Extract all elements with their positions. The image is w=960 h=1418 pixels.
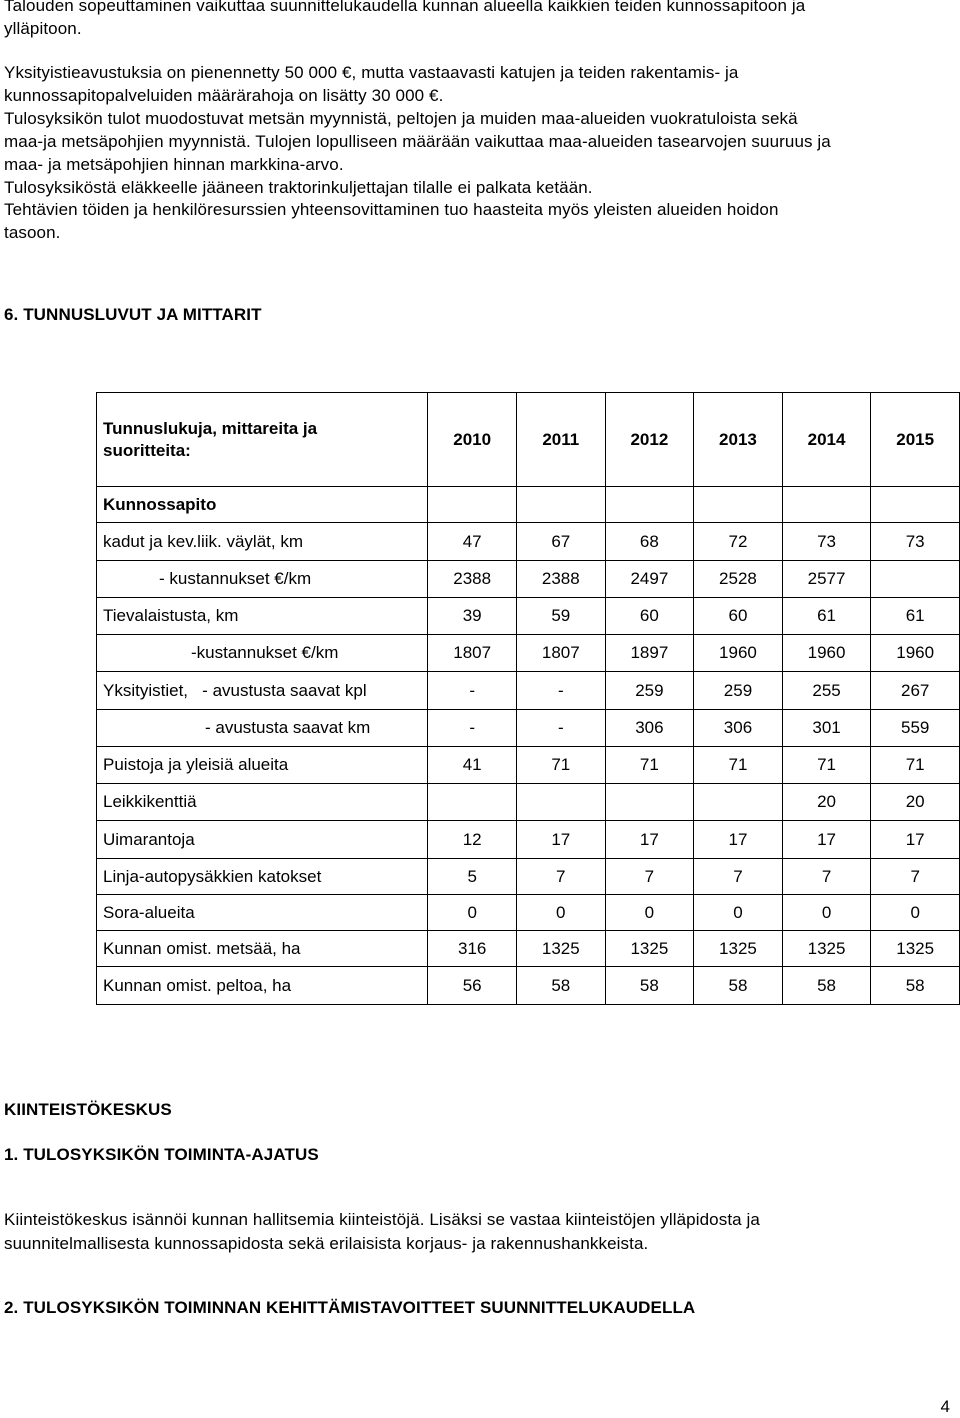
header-year-2012: 2012 bbox=[605, 393, 694, 487]
row-label: Tievalaistusta, km bbox=[97, 598, 428, 635]
row-label: kadut ja kev.liik. väylät, km bbox=[97, 523, 428, 561]
row-value bbox=[694, 784, 783, 821]
row-value: 41 bbox=[428, 747, 517, 784]
row-value: 72 bbox=[694, 523, 783, 561]
row-value: 259 bbox=[605, 672, 694, 710]
row-label: Puistoja ja yleisiä alueita bbox=[97, 747, 428, 784]
row-value: 17 bbox=[605, 821, 694, 859]
row-value: 60 bbox=[605, 598, 694, 635]
row-value: 71 bbox=[516, 747, 605, 784]
kehittamistavoitteet-heading: 2. TULOSYKSIKÖN TOIMINNAN KEHITTÄMISTAVOITTEET SUUNNITTELUKAUDELLA bbox=[4, 1298, 696, 1317]
row-value bbox=[516, 784, 605, 821]
row-value: - bbox=[428, 672, 517, 710]
intro-line-6: maa-ja metsäpohjien myynnistä. Tulojen lopulliseen määrään vaikuttaa maa-alueiden tasearvojen suuruus ja bbox=[4, 132, 831, 151]
table-row bbox=[97, 710, 960, 747]
section-label-kunnossapito: Kunnossapito bbox=[97, 487, 428, 523]
row-label: - kustannukset €/km bbox=[97, 561, 428, 598]
toiminta-ajatus-heading: 1. TULOSYKSIKÖN TOIMINTA-AJATUS bbox=[4, 1145, 319, 1164]
row-value: 73 bbox=[782, 523, 871, 561]
header-label-cell bbox=[97, 393, 428, 487]
row-value: 1325 bbox=[782, 931, 871, 967]
table-row bbox=[97, 672, 960, 710]
header-year-2013: 2013 bbox=[694, 393, 783, 487]
row-value: 17 bbox=[782, 821, 871, 859]
row-value: 0 bbox=[694, 895, 783, 931]
kiinteisto-para-line-2: suunnitelmallisesta kunnossapidosta sekä erilaisista korjaus- ja rakennushankkeista. bbox=[4, 1234, 649, 1253]
table-row bbox=[97, 859, 960, 895]
row-value: 1897 bbox=[605, 635, 694, 672]
indicator-table bbox=[96, 392, 960, 1005]
intro-line-8: Tulosyksiköstä eläkkeelle jääneen traktorinkuljettajan tilalle ei palkata ketään. bbox=[4, 178, 593, 197]
row-value: 17 bbox=[516, 821, 605, 859]
kiinteisto-para-line-1: Kiinteistökeskus isännöi kunnan hallitsemia kiinteistöjä. Lisäksi se vastaa kiinteistöjen ylläpidosta ja bbox=[4, 1210, 760, 1229]
table-row bbox=[97, 821, 960, 859]
table-row bbox=[97, 931, 960, 967]
row-value: 1960 bbox=[782, 635, 871, 672]
table-row bbox=[97, 523, 960, 561]
table-row bbox=[97, 747, 960, 784]
row-label: Uimarantoja bbox=[97, 821, 428, 859]
row-value: 71 bbox=[605, 747, 694, 784]
row-value: 0 bbox=[516, 895, 605, 931]
row-value: 20 bbox=[782, 784, 871, 821]
page-number: 4 bbox=[940, 1397, 950, 1416]
row-value: 316 bbox=[428, 931, 517, 967]
header-year-2014: 2014 bbox=[782, 393, 871, 487]
row-value: 7 bbox=[516, 859, 605, 895]
row-label: Kunnan omist. peltoa, ha bbox=[97, 967, 428, 1005]
row-label: - avustusta saavat km bbox=[97, 710, 428, 747]
row-value: 17 bbox=[871, 821, 960, 859]
row-value bbox=[605, 784, 694, 821]
row-label: Leikkikenttiä bbox=[97, 784, 428, 821]
row-value: 68 bbox=[605, 523, 694, 561]
row-value: 39 bbox=[428, 598, 517, 635]
row-value: 0 bbox=[871, 895, 960, 931]
table-section-row bbox=[97, 487, 960, 523]
table-row bbox=[97, 561, 960, 598]
row-value: 1325 bbox=[605, 931, 694, 967]
header-label-line-2: suoritteita: bbox=[103, 440, 191, 460]
row-value: 1960 bbox=[694, 635, 783, 672]
row-value bbox=[871, 561, 960, 598]
row-value: 559 bbox=[871, 710, 960, 747]
table-row bbox=[97, 635, 960, 672]
row-value: 73 bbox=[871, 523, 960, 561]
row-value: 1960 bbox=[871, 635, 960, 672]
row-value: 7 bbox=[694, 859, 783, 895]
intro-line-10: tasoon. bbox=[4, 223, 61, 242]
row-value: 59 bbox=[516, 598, 605, 635]
row-value: 255 bbox=[782, 672, 871, 710]
row-value: - bbox=[428, 710, 517, 747]
row-value: 1807 bbox=[428, 635, 517, 672]
row-value: 58 bbox=[782, 967, 871, 1005]
table-row bbox=[97, 598, 960, 635]
intro-line-3: Yksityistieavustuksia on pienennetty 50 000 €, mutta vastaavasti katujen ja teiden rakentamis- ja bbox=[4, 63, 739, 82]
kiinteistokeskus-heading: KIINTEISTÖKESKUS bbox=[4, 1100, 172, 1119]
row-value bbox=[428, 784, 517, 821]
row-value: 7 bbox=[782, 859, 871, 895]
row-value: 5 bbox=[428, 859, 517, 895]
intro-line-9: Tehtävien töiden ja henkilöresurssien yhteensovittaminen tuo haasteita myös yleisten alueiden hoidon bbox=[4, 200, 779, 219]
row-value: 71 bbox=[694, 747, 783, 784]
row-value: 17 bbox=[694, 821, 783, 859]
row-value: 2577 bbox=[782, 561, 871, 598]
row-value: 58 bbox=[694, 967, 783, 1005]
row-value: 7 bbox=[871, 859, 960, 895]
row-value: 2388 bbox=[428, 561, 517, 598]
row-value: 58 bbox=[605, 967, 694, 1005]
row-value: 267 bbox=[871, 672, 960, 710]
row-value: 259 bbox=[694, 672, 783, 710]
row-value: 301 bbox=[782, 710, 871, 747]
intro-line-2: ylläpitoon. bbox=[4, 19, 82, 38]
row-value: 306 bbox=[605, 710, 694, 747]
row-value: 20 bbox=[871, 784, 960, 821]
row-value: 67 bbox=[516, 523, 605, 561]
table-row bbox=[97, 967, 960, 1005]
row-value: 12 bbox=[428, 821, 517, 859]
table-row bbox=[97, 895, 960, 931]
row-value: 1325 bbox=[871, 931, 960, 967]
row-label: -kustannukset €/km bbox=[97, 635, 428, 672]
row-value: 61 bbox=[871, 598, 960, 635]
row-value: 1807 bbox=[516, 635, 605, 672]
header-year-2010: 2010 bbox=[428, 393, 517, 487]
row-value: - bbox=[516, 710, 605, 747]
row-value: 0 bbox=[605, 895, 694, 931]
row-value: 58 bbox=[871, 967, 960, 1005]
row-value: 0 bbox=[428, 895, 517, 931]
intro-line-1: Talouden sopeuttaminen vaikuttaa suunnittelukaudella kunnan alueella kaikkien teiden kunnossapitoon ja bbox=[4, 0, 806, 15]
row-value: 1325 bbox=[694, 931, 783, 967]
row-value: 58 bbox=[516, 967, 605, 1005]
row-value: 7 bbox=[605, 859, 694, 895]
row-value: 71 bbox=[871, 747, 960, 784]
row-value: - bbox=[516, 672, 605, 710]
row-value: 71 bbox=[782, 747, 871, 784]
row-value: 2497 bbox=[605, 561, 694, 598]
row-label: Linja-autopysäkkien katokset bbox=[97, 859, 428, 895]
table-row bbox=[97, 784, 960, 821]
row-value: 60 bbox=[694, 598, 783, 635]
row-value: 2528 bbox=[694, 561, 783, 598]
header-label-line-1: Tunnuslukuja, mittareita ja bbox=[103, 418, 318, 438]
row-label: Sora-alueita bbox=[97, 895, 428, 931]
intro-line-5: Tulosyksikön tulot muodostuvat metsän myynnistä, peltojen ja muiden maa-alueiden vuokratuloista sekä bbox=[4, 109, 798, 128]
row-value: 47 bbox=[428, 523, 517, 561]
row-value: 2388 bbox=[516, 561, 605, 598]
intro-line-7: maa- ja metsäpohjien hinnan markkina-arvo. bbox=[4, 155, 344, 174]
row-value: 56 bbox=[428, 967, 517, 1005]
header-year-2015: 2015 bbox=[871, 393, 960, 487]
row-value: 306 bbox=[694, 710, 783, 747]
intro-line-4: kunnossapitopalveluiden määrärahoja on lisätty 30 000 €. bbox=[4, 86, 444, 105]
row-value: 0 bbox=[782, 895, 871, 931]
section-6-heading: 6. TUNNUSLUVUT JA MITTARIT bbox=[4, 305, 262, 324]
header-year-2011: 2011 bbox=[516, 393, 605, 487]
table-header-row bbox=[97, 393, 960, 487]
row-label: Kunnan omist. metsää, ha bbox=[97, 931, 428, 967]
row-value: 1325 bbox=[516, 931, 605, 967]
row-label: Yksityistiet, - avustusta saavat kpl bbox=[97, 672, 428, 710]
row-value: 61 bbox=[782, 598, 871, 635]
